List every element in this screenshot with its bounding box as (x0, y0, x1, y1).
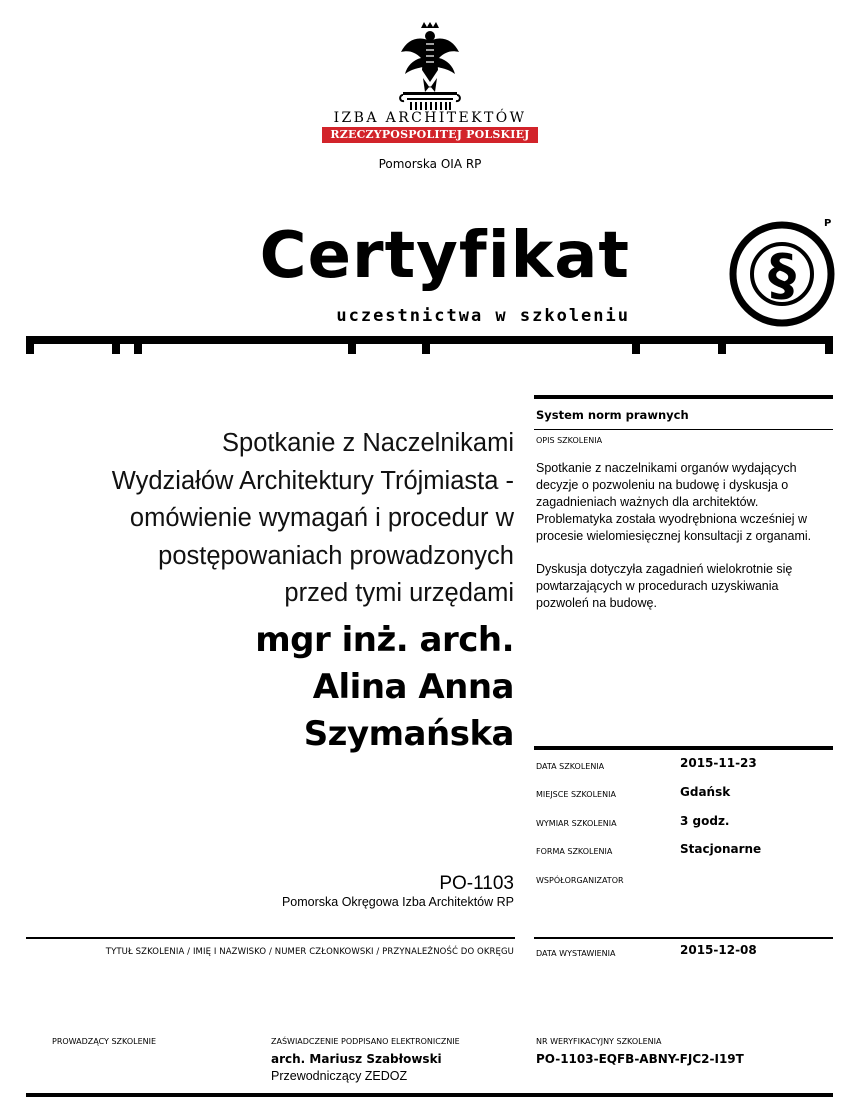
course-title-line: omówienie wymagań i procedur w (129, 504, 514, 532)
signer-role: Przewodniczący ZEDOZ (271, 1069, 408, 1083)
category-letter: P (824, 218, 832, 229)
participant-name (28, 617, 514, 758)
logo-chamber-name: IZBA ARCHITEKTÓW (333, 110, 527, 126)
course-title (28, 425, 514, 613)
trainer-label: PROWADZĄCY SZKOLENIE (52, 1037, 157, 1046)
left-divider (26, 937, 515, 939)
training-form-value: Stacjonarne (680, 842, 762, 856)
training-place-value: Gdańsk (680, 785, 731, 799)
course-title-line: postępowaniach prowadzonych (158, 541, 514, 570)
right-divider (534, 395, 833, 399)
eagle-emblem-icon (395, 22, 465, 110)
member-number: PO-1103 (439, 873, 514, 894)
course-title-line: Spotkanie z Naczelnikami (222, 429, 514, 457)
training-duration-value: 3 godz. (680, 814, 730, 828)
participant-surname: Szymańska (303, 714, 514, 754)
chamber-full-name: Pomorska Okręgowa Izba Architektów RP (281, 895, 514, 909)
divider-tick (825, 344, 833, 354)
course-title-line: przed tymi urzędami (284, 579, 514, 607)
divider-tick (348, 344, 356, 354)
system-name: System norm prawnych (536, 408, 689, 422)
divider-tick (26, 344, 34, 354)
verification-label: NR WERYFIKACYJNY SZKOLENIA (536, 1037, 662, 1046)
signer-name: arch. Mariusz Szabłowski (271, 1052, 442, 1066)
training-place-label: MIEJSCE SZKOLENIA (536, 790, 616, 799)
divider-tick (422, 344, 430, 354)
description-paragraph: Dyskusja dotyczyła zagadnień wielokrotnie się powtarzających w procedurach uzyskiwania pozwoleń na budowę. (536, 562, 793, 610)
issue-date-value: 2015-12-08 (680, 943, 757, 957)
issue-date-label: DATA WYSTAWIENIA (536, 949, 616, 958)
right-divider (534, 746, 833, 750)
course-title-line: Wydziałów Architektury Trójmiasta - (111, 466, 514, 495)
divider-tick (112, 344, 120, 354)
signed-label: ZAŚWIADCZENIE PODPISANO ELEKTRONICZNIE (271, 1037, 460, 1046)
participant-title: mgr inż. arch. (255, 620, 514, 660)
course-description (536, 460, 828, 628)
divider-tick (134, 344, 142, 354)
divider-tick (632, 344, 640, 354)
training-date-label: DATA SZKOLENIA (536, 762, 605, 771)
training-duration-label: WYMIAR SZKOLENIA (536, 819, 617, 828)
description-paragraph: Spotkanie z naczelnikami organów wydających decyzje o pozwoleniu na budowę i dyskusja o zagadnieniach ważnych dla architektów. Problematyka została wyodrębniona wcześniej w procesie wielomiesięcznej konsultacji z organami. (536, 461, 812, 543)
svg-text:§: § (768, 243, 796, 308)
training-date-value: 2015-11-23 (680, 756, 757, 770)
bottom-divider (26, 1093, 833, 1097)
divider-tick (718, 344, 726, 354)
logo-red-band: RZECZYPOSPOLITEJ POLSKIEJ (322, 127, 538, 143)
co-organizer-label: WSPÓŁORGANIZATOR (536, 876, 624, 885)
participant-first-names: Alina Anna (312, 667, 514, 707)
top-divider (26, 336, 833, 344)
certificate-subtitle: uczestnictwa w szkoleniu (336, 306, 630, 326)
paragraph-seal-icon (728, 220, 836, 328)
right-divider (534, 937, 833, 939)
left-column-caption: TYTUŁ SZKOLENIA / IMIĘ I NAZWISKO / NUMER CZŁONKOWSKI / PRZYNALEŻNOŚĆ DO OKRĘGU (105, 947, 514, 957)
verification-code: PO-1103-EQFB-ABNY-FJC2-I19T (536, 1052, 744, 1066)
certificate-title: Certyfikat (259, 219, 630, 293)
right-divider (534, 429, 833, 430)
training-form-label: FORMA SZKOLENIA (536, 847, 613, 856)
chamber-short-name: Pomorska OIA RP (378, 157, 482, 171)
description-label: OPIS SZKOLENIA (536, 436, 603, 445)
